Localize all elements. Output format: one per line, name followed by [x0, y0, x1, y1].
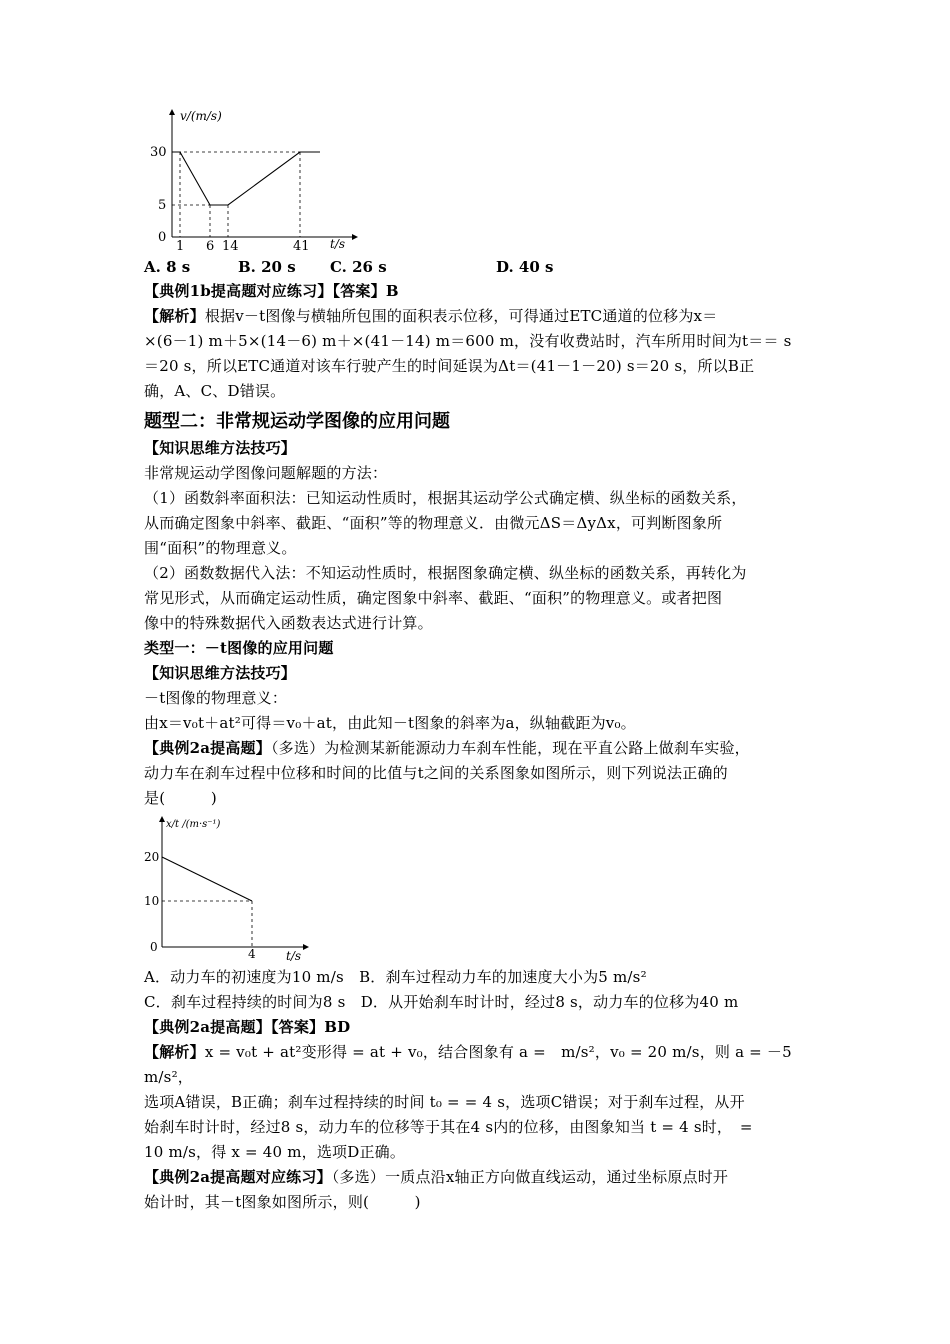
analysis-1b-line-2: ×(6－1) m＋5×(14－6) m＋×(41－14) m＝600 m，没有收费站时，汽车所用时间为t＝＝ s	[144, 332, 792, 350]
analysis-2a-label: 【解析】	[144, 1043, 205, 1061]
x-tick-41: 41	[293, 239, 310, 254]
y-tick-5: 5	[158, 198, 167, 213]
xt-line	[162, 857, 252, 901]
practice-2a-line-1	[144, 1165, 814, 1190]
knowledge-tag: 【知识思维方法技巧】	[144, 439, 297, 457]
analysis-2a-line-4: 10 m/s，得 x = 40 m，选项D正确。	[144, 1143, 406, 1161]
practice-2a-text: （多选）一质点沿x轴正方向做直线运动，通过坐标原点时开	[331, 1168, 729, 1186]
method-2-line-2: 常见形式，从而确定运动性质，确定图象中斜率、截距、“面积”的物理意义。或者把图	[144, 589, 723, 607]
method-2-line-1: （2）函数数据代入法：不知运动性质时，根据图象确定横、纵坐标的函数关系，再转化为	[144, 564, 747, 582]
y-tick-20: 20	[144, 850, 160, 864]
meaning-line: 由x＝v₀t＋at²可得＝v₀＋at，由此知－t图象的斜率为a，纵轴截距为v₀。	[144, 714, 636, 732]
practice-2a-line-2: 始计时，其－t图象如图所示，则( )	[144, 1193, 421, 1211]
options-row-1	[144, 255, 814, 279]
method-2-line-3: 像中的特殊数据代入函数表达式进行计算。	[144, 614, 433, 632]
x-tick-6: 6	[206, 239, 215, 254]
analysis-2a-text: x = v₀t + at²变形得 = at + v₀，结合图象有 a = m/s²，v₀ = 20 m/s，则 a = －5 m/s²，	[144, 1043, 792, 1086]
analysis-text: 根据v－t图像与横轴所包围的面积表示位移，可得通过ETC通道的位移为x＝	[204, 307, 718, 325]
analysis-1b-line-3: ＝20 s，所以ETC通道对该车行驶产生的时间延误为Δt＝(41－1－20) s＝20 s，所以B正	[144, 357, 755, 375]
choices-2a-line-2: C．刹车过程持续的时间为8 s D．从开始刹车时计时，经过8 s，动力车的位移为40 m	[144, 993, 739, 1011]
document-page	[144, 100, 814, 1215]
x-tick-14: 14	[222, 239, 239, 254]
answer-2a: 【典例2a提高题】【答案】BD	[144, 1018, 351, 1036]
choices-2a-line-1: A．动力车的初速度为10 m/s B．刹车过程动力车的加速度大小为5 m/s²	[144, 968, 647, 986]
option-a: A. 8 s	[144, 258, 191, 276]
option-c: C. 26 s	[330, 258, 387, 276]
type-1-title: 类型一：－t图像的应用问题	[144, 639, 334, 657]
x-axis-label-2: t/s	[286, 949, 302, 963]
example-2a-line-3: 是( )	[144, 789, 217, 807]
answer-1b: 【典例1b提高题对应练习】【答案】B	[144, 282, 399, 300]
y-tick-10: 10	[144, 894, 160, 908]
option-d: D. 40 s	[496, 258, 554, 276]
x-tick-1: 1	[176, 239, 185, 254]
meaning-title: －t图像的物理意义：	[144, 689, 288, 707]
example-2a-text: （多选）为检测某新能源动力车刹车性能，现在平直公路上做刹车实验，	[270, 739, 750, 757]
method-1-line-3: 围“面积”的物理意义。	[144, 539, 297, 557]
example-2a-line-2: 动力车在刹车过程中位移和时间的比值与t之间的关系图象如图所示，则下列说法正确的	[144, 764, 728, 782]
section-2-title: 题型二：非常规运动学图像的应用问题	[144, 411, 450, 432]
example-2a-line-1	[144, 736, 814, 761]
option-b: B. 20 s	[238, 258, 296, 276]
y-axis-label: v/(m/s)	[180, 109, 222, 123]
y-tick-30: 30	[150, 145, 167, 160]
example-2a-label: 【典例2a提高题】	[144, 739, 271, 757]
x-axis-label: t/s	[330, 237, 346, 251]
vt-graph	[150, 100, 360, 255]
xt-t-graph	[144, 815, 314, 965]
y-axis-label-2: x/t /(m·s⁻¹)	[166, 819, 221, 830]
method-intro: 非常规运动学图像问题解题的方法：	[144, 464, 388, 482]
method-1-line-2: 从而确定图象中斜率、截距、“面积”等的物理意义．由微元ΔS＝ΔyΔx，可判断图象所	[144, 514, 723, 532]
analysis-1b-line-1	[144, 304, 814, 329]
analysis-label: 【解析】	[144, 307, 205, 325]
knowledge-tag-2: 【知识思维方法技巧】	[144, 664, 297, 682]
analysis-1b-line-4: 确，A、C、D错误。	[144, 382, 286, 400]
method-1-line-1: （1）函数斜率面积法：已知运动性质时，根据其运动学公式确定横、纵坐标的函数关系，	[144, 489, 747, 507]
analysis-2a-line-2: 选项A错误，B正确；刹车过程持续的时间 t₀ = = 4 s，选项C错误；对于刹车过程，从开	[144, 1093, 745, 1111]
y-tick-0-2: 0	[150, 940, 158, 954]
practice-2a-label: 【典例2a提高题对应练习】	[144, 1168, 332, 1186]
x-tick-4: 4	[248, 947, 256, 961]
y-tick-0: 0	[158, 230, 167, 245]
velocity-line	[172, 152, 320, 205]
analysis-2a-line-3: 始刹车时计时，经过8 s，动力车的位移等于其在4 s内的位移，由图象知当 t = 4 s时， =	[144, 1118, 753, 1136]
analysis-2a-line-1	[144, 1040, 814, 1090]
